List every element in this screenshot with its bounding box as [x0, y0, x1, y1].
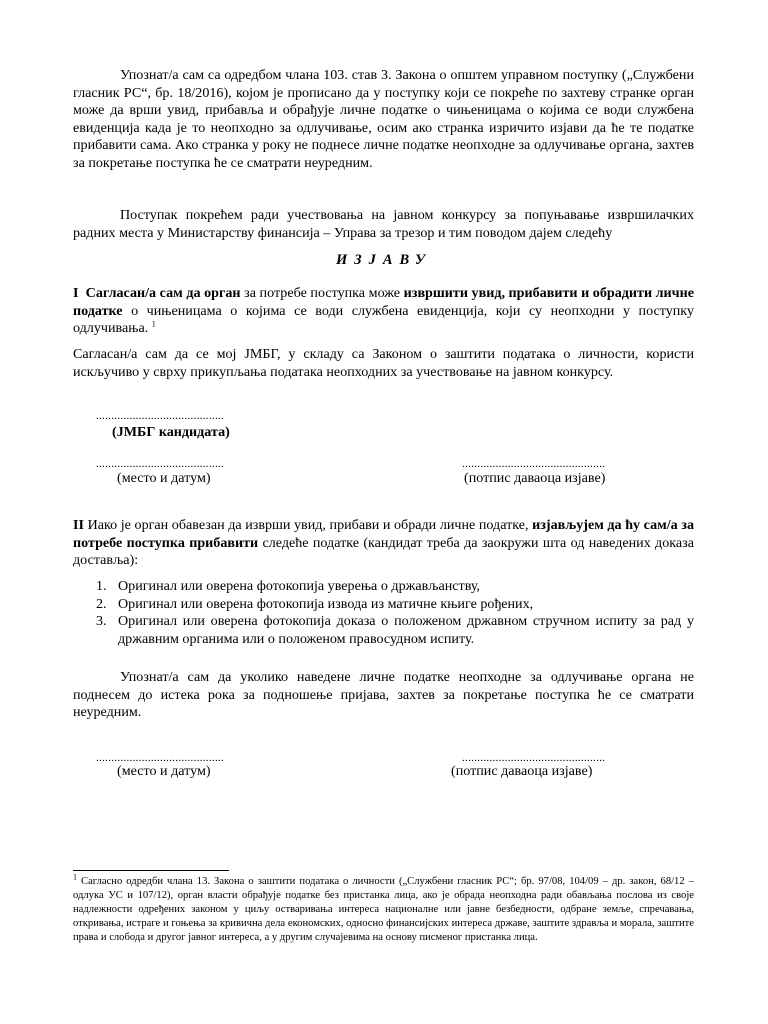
signature-dotted-line-2: ............................................... — [462, 752, 606, 764]
signature-dotted-line: ............................................... — [462, 458, 606, 470]
list-item-text: Оригинал или оверена фотокопија доказа о положеном државном стручном испиту за рад у државним органима или о положеном правосудном испиту. — [118, 613, 694, 647]
list-item — [96, 613, 694, 648]
section-2-text-a: Иако је орган обавезан да изврши увид, прибави и обради личне податке, — [83, 517, 533, 533]
footnote-separator — [73, 870, 229, 871]
documents-list — [96, 578, 694, 648]
place-date-label: (место и датум) — [117, 470, 211, 486]
section-1-paragraph — [73, 285, 694, 338]
list-item-number: 1. — [96, 578, 107, 594]
document-title: ИЗЈАВУ — [335, 252, 433, 268]
signature-label-2: (потпис даваоца изјаве) — [451, 763, 593, 779]
list-item — [96, 596, 694, 614]
signature-label: (потпис даваоца изјаве) — [464, 470, 606, 486]
closing-paragraph: Упознат/а сам да уколико наведене личне податке неопходне за одлучивање органа не поднесем до истека рока за подношење пријава, захтев за покретање поступка ће се сматрати неуредним. — [73, 669, 694, 720]
footnote-text: Сагласно одредби члана 13. Закона о заштити података о личности („Службени гласник РС“; бр. 97/08, 104/09 – др. закон, 68/12 – одлука УС и 107/12), орган власти обрађује податке без пристанка лица, ако је обрада неопходна ради обављања послова из своје надлежности одређених законом у циљу остваривања интереса националне или јавне безбедности, одбране земље, спречавања, откривања, истраге и гоњења за кривична дела економских, односно финансијских интереса државе, заштите здравља и морала, заштите права и слобода и другог јавног интереса, а у другим случајевима на основу писменог пристанка лица. — [73, 876, 694, 943]
section-1-text-b: о чињеницама о којима се води службена евиденција, који су неопходни у поступку одлучивања. — [73, 302, 694, 336]
jmbg-dotted-line: .......................................... — [96, 410, 225, 422]
place-date-dotted-line: .......................................... — [96, 458, 225, 470]
footnote-marker: 1 — [73, 872, 77, 882]
section-2-text-b: следеће податке (кандидат треба да заокружи шта од наведених доказа доставља): — [73, 534, 694, 568]
place-date-dotted-line-2: .......................................... — [96, 752, 225, 764]
section-2-paragraph — [73, 517, 694, 570]
place-date-label-2: (место и датум) — [117, 763, 211, 779]
section-1-bold-mid: извршити увид, прибавити и обрадити личне податке — [73, 285, 694, 319]
list-item-number: 2. — [96, 595, 107, 612]
section-1-bold-lead: Сагласан/а сам да орган — [85, 285, 241, 301]
jmbg-label: (ЈМБГ кандидата) — [112, 424, 230, 440]
footnote — [73, 872, 694, 945]
consent-paragraph: Сагласан/а сам да се мој ЈМБГ, у складу са Законом о заштити података о личности, користи искључиво у сврху прикупљања података неопходних за учествовање на јавном конкурсу. — [73, 346, 694, 380]
procedure-paragraph: Поступак покрећем ради учествовања на јавном конкурсу за попуњавање извршилачких радних места у Министарству финансија – Управа за трезор и тим поводом дајем следећу — [73, 207, 694, 241]
intro-paragraph: Упознат/а сам са одредбом члана 103. став 3. Закона о општем управном поступку („Службени гласник РС“, бр. 18/2016), којом је прописано да у поступку који се покреће по захтеву странке орган може да врши увид, прибавља и обрађује личне податке о чињеницама о којима се води службена евиденција када је то неопходно за одлучивање, осим ако странка изричито изјави да ће те податке прибавити сама. Ако странка у року не поднесе личне податке неопходне за одлучивање органа, захтев за покретање поступка ће се сматрати неуредним. — [73, 67, 694, 171]
list-item-number: 3. — [96, 613, 107, 629]
section-1-label: I — [73, 285, 79, 301]
section-2-bold: изјављујем да ћу сам/а за потребе поступка прибавити — [73, 517, 694, 551]
list-item-text: Оригинал или оверена фотокопија уверења о држављанству, — [118, 578, 481, 594]
list-item — [96, 578, 694, 596]
list-item-text: Оригинал или оверена фотокопија извода из матичне књиге рођених, — [118, 595, 534, 612]
section-2-label: II — [73, 517, 84, 533]
section-1-text-a: за потребе поступка може — [240, 285, 404, 301]
footnote-reference: 1 — [151, 319, 156, 329]
